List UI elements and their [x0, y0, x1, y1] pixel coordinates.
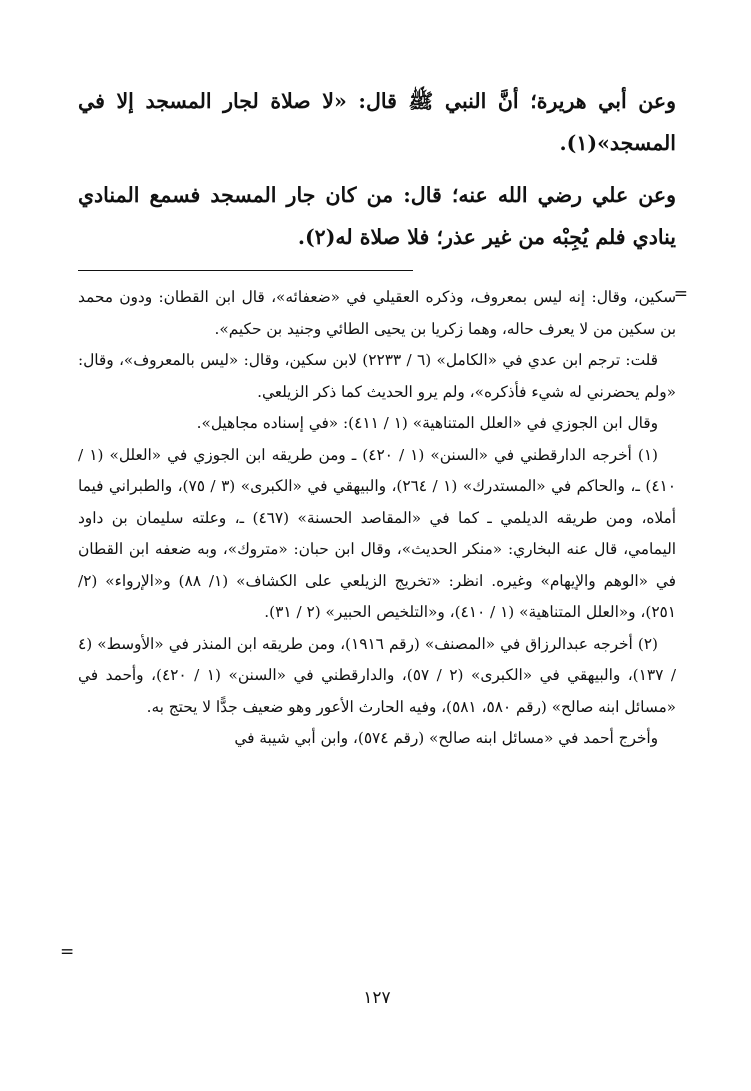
main-paragraph-2: وعن علي رضي الله عنه؛ قال: من كان جار المسجد فسمع المنادي ينادي فلم يُجِبْه من غير عذر؛ فلا صلاة له(٢). [78, 183, 676, 249]
main-text [78, 80, 676, 258]
note-ibn-adi: قلت: ترجم ابن عدي في «الكامل» (٦ / ٢٢٣٣) لابن سكين، وقال: «ليس بالمعروف»، وقال: «ولم يحضرني له شيء فأذكره»، ولم يرو الحديث كما ذكر الزيلعي. [78, 351, 676, 401]
book-page [60, 0, 688, 1091]
main-paragraph-1: وعن أبي هريرة؛ أنَّ النبي ﷺ قال: «لا صلاة لجار المسجد إلا في المسجد»(١). [78, 89, 676, 155]
note-ibn-jawzi: وقال ابن الجوزي في «العلل المتناهية» (١ / ٤١١): «في إسناده مجاهيل». [196, 414, 658, 432]
footnote-1: (١) أخرجه الدارقطني في «السنن» (١ / ٤٢٠) ـ ومن طريقه ابن الجوزي في «العلل» (١ / ٤١٠) ـ، والحاكم في «المستدرك» (١ / ٢٦٤)، والبيهقي في «الكبرى» (٣ / ٧٥)، والطبراني فيما أملاه، ومن طريقه الديلمي ـ كما في «المقاصد الحسنة» (٤٦٧) ـ، وعلته سليمان بن داود اليمامي، قال عنه البخاري: «منكر الحديث»، وقال ابن حبان: «متروك»، وبه ضعفه ابن القطان في «الوهم والإيهام» وغيره. انظر: «تخريج الزيلعي على الكشاف» (١/ ٨٨) و«الإرواء» (٢/ ٢٥١)، و«العلل المتناهية» (١ / ٤١٠)، و«التلخيص الحبير» (٢ / ٣١). [78, 445, 676, 621]
continuation-mark-bottom: = [60, 942, 75, 962]
footnote-2: (٢) أخرجه عبدالرزاق في «المصنف» (رقم ١٩١٦)، ومن طريقه ابن المنذر في «الأوسط» (٤ / ١٣٧)، والبيهقي في «الكبرى» (٢ / ٥٧)، والدارقطني في «السنن» (١ / ٤٢٠)، وأحمد في «مسائل ابنه صالح» (رقم ٥٨٠، ٥٨١)، وفيه الحارث الأعور وهو ضعيف جدًّا لا يحتج به. [78, 634, 676, 716]
page-number: ١٢٧ [363, 988, 391, 1008]
footnote-2-continuation: وأخرج أحمد في «مسائل ابنه صالح» (رقم ٥٧٤)، وابن أبي شيبة في [234, 729, 658, 747]
continuation-mark-top: = [673, 284, 688, 304]
footnote-separator [78, 270, 413, 271]
footnote-continuation: سكين، وقال: إنه ليس بمعروف، وذكره العقيلي في «ضعفائه»، قال ابن القطان: ودون محمد بن سكين من لا يعرف حاله، وهما زكريا بن يحيى الطائي وجنيد بن حكيم». [78, 288, 676, 338]
footnotes [78, 282, 676, 755]
